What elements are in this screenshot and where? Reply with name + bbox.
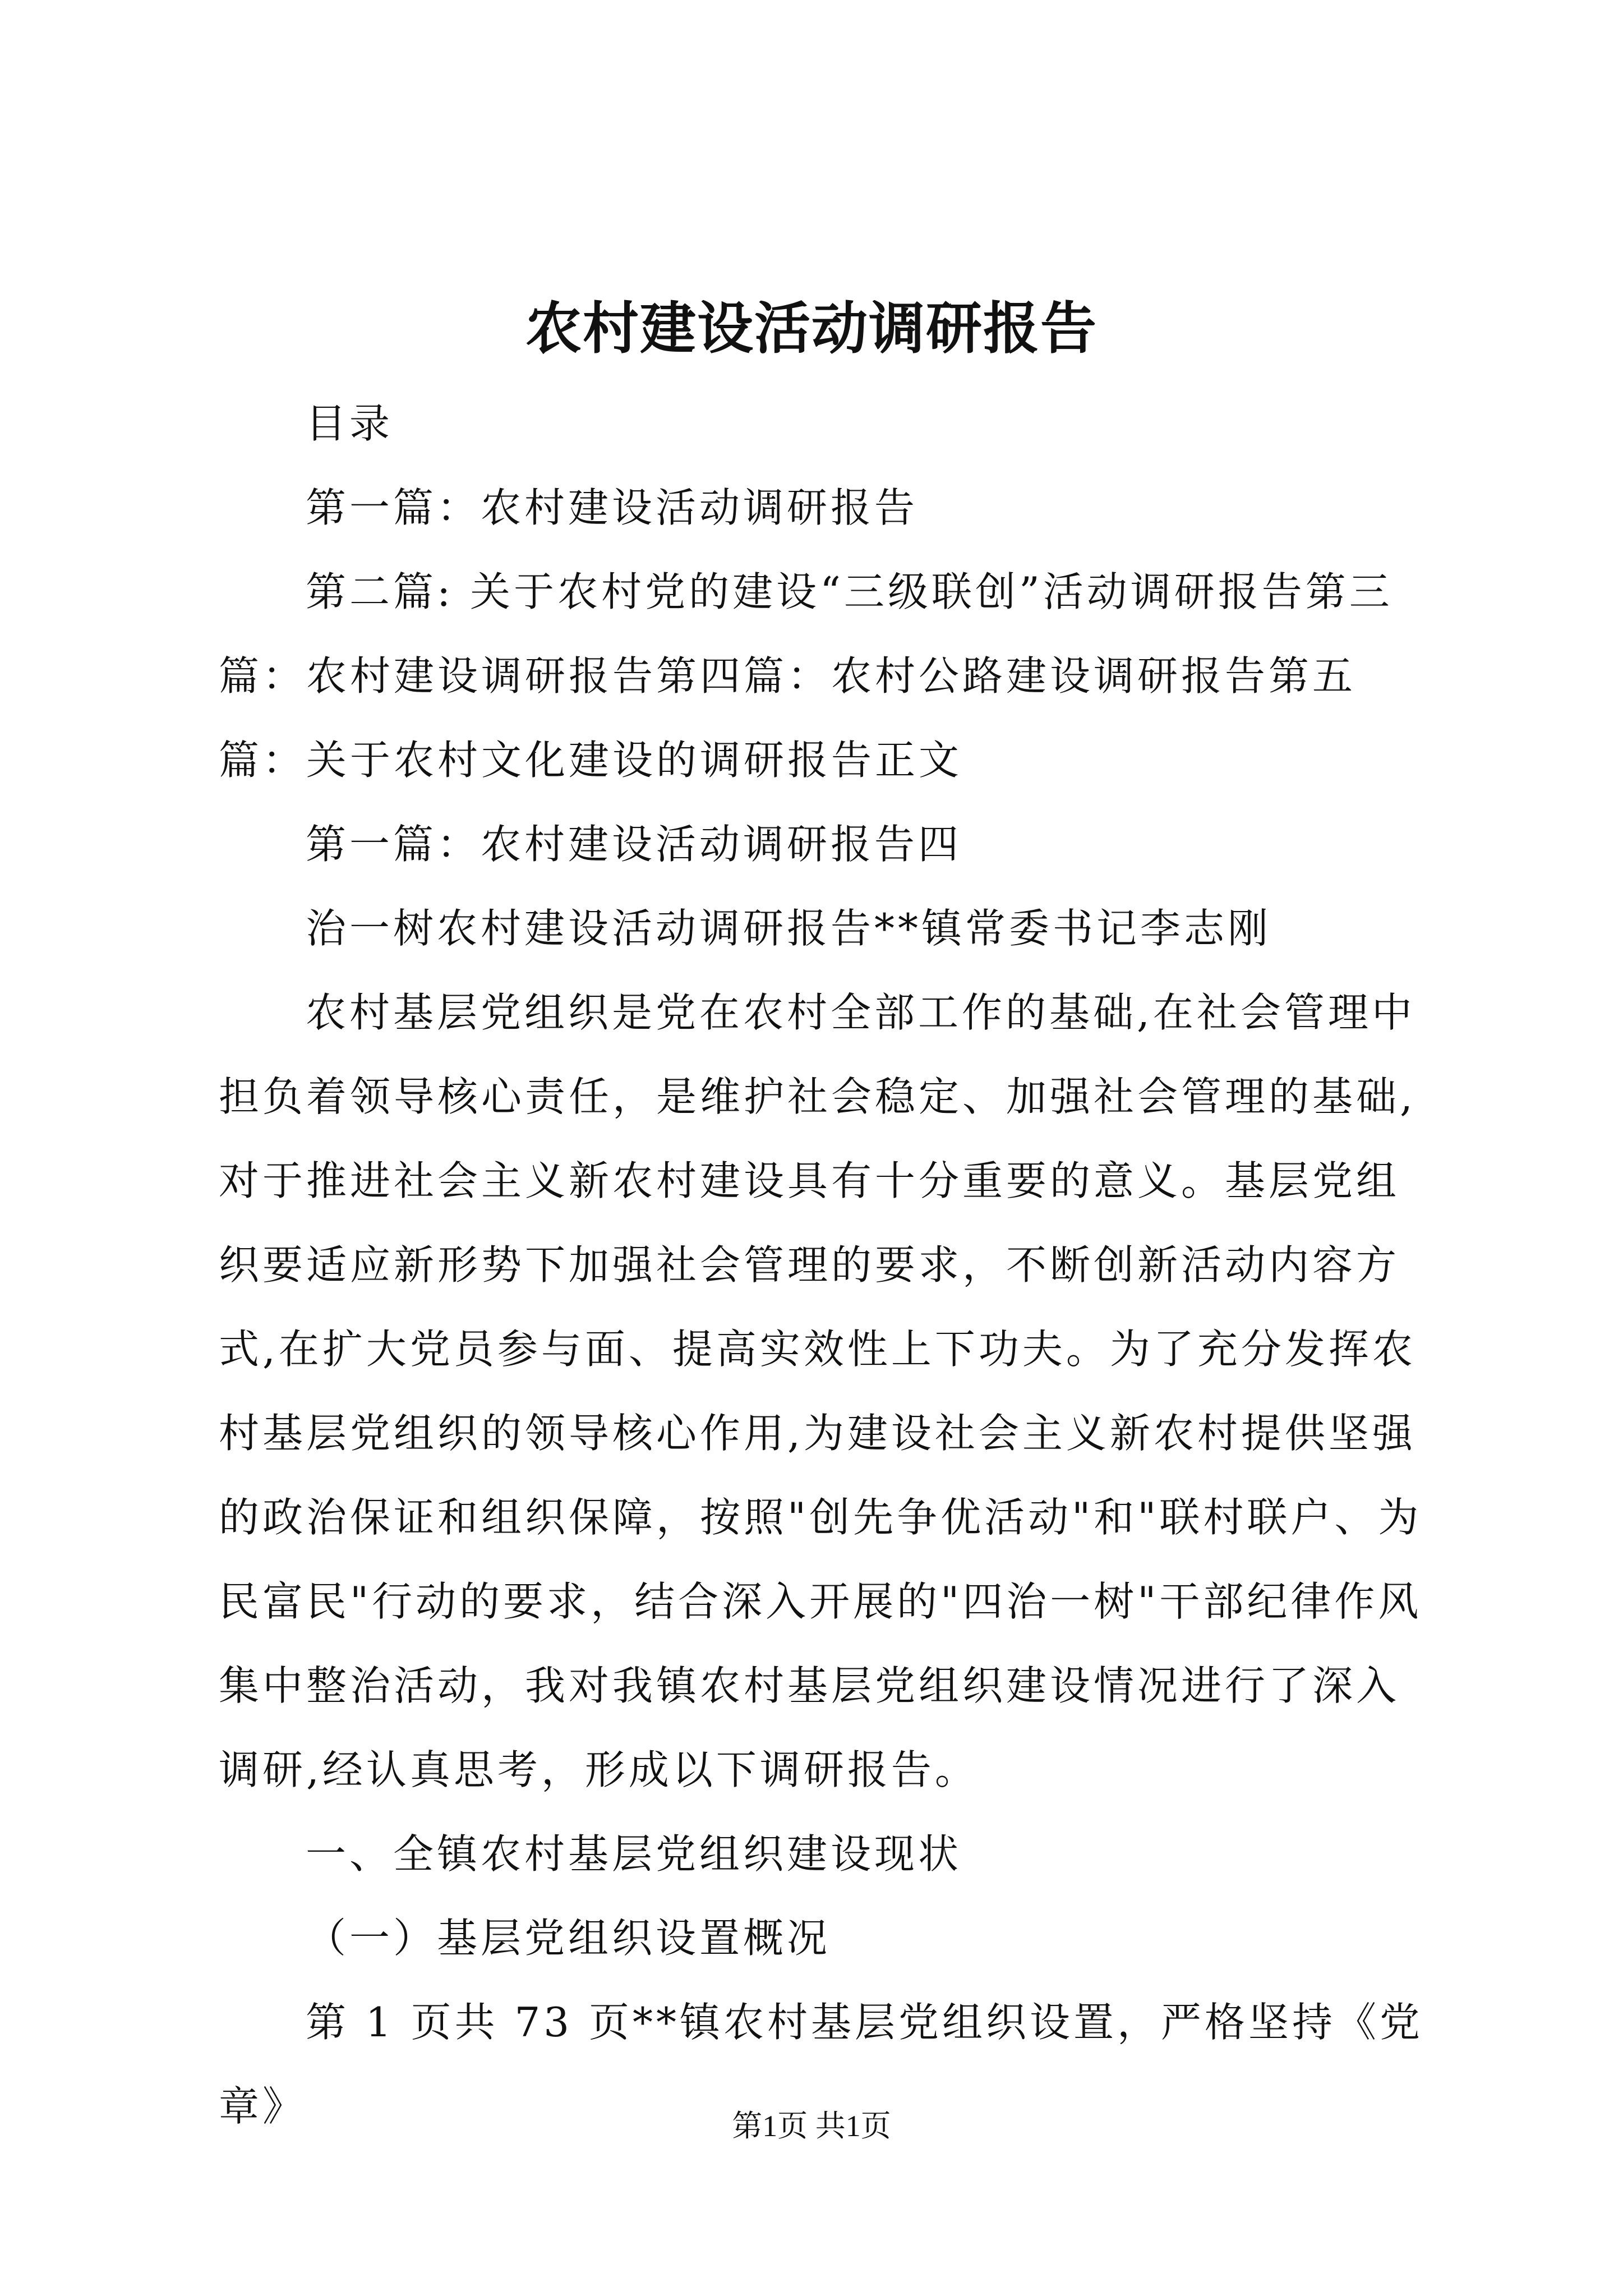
paragraph-byline: 治一树农村建设活动调研报告**镇常委书记李志刚 [306, 905, 1272, 952]
page-footer: 第1页 共1页 [732, 2109, 891, 2143]
document-title: 农村建设活动调研报告 [525, 295, 1098, 361]
paragraph-subheading-1: 一、全镇农村基层党组织建设现状 [306, 1830, 962, 1878]
paragraph-toc-items: 第二篇: 关于农村党的建设“三级联创”活动调研报告第三篇：农村建设调研报告第四篇：农村公路建设调研报告第五篇：关于农村文化建设的调研报告正文 [219, 568, 1393, 784]
paragraph-section-heading: 第一篇：农村建设活动调研报告四 [306, 821, 962, 868]
document-body [219, 381, 1430, 2148]
paragraph-body: 农村基层党组织是党在农村全部工作的基础,在社会管理中担负着领导核心责任，是维护社会稳定、加强社会管理的基础,对于推进社会主义新农村建设具有十分重要的意义。基层党组织要适应新形势下加强社会管理的要求，不断创新活动内容方式,在扩大党员参与面、提高实效性上下功夫。为了充分发挥农村基层党组织的领导核心作用,为建设社会主义新农村提供坚强的政治保证和组织保障，按照"创先争优活动"和"联村联户、为民富民"行动的要求，结合深入开展的"四治一树"干部纪律作风集中整治活动，我对我镇农村基层党组织建设情况进行了深入调研,经认真思考，形成以下调研报告。 [219, 989, 1422, 1793]
paragraph-last-line: 第 1 页共 73 页**镇农村基层党组织设置，严格坚持《党章》 [219, 1999, 1423, 2130]
paragraph-toc-item-1: 第一篇：农村建设活动调研报告 [306, 484, 919, 531]
paragraph-subheading-2: （一）基层党组织设置概况 [306, 1915, 831, 1962]
paragraph-toc-heading: 目录 [306, 400, 394, 447]
